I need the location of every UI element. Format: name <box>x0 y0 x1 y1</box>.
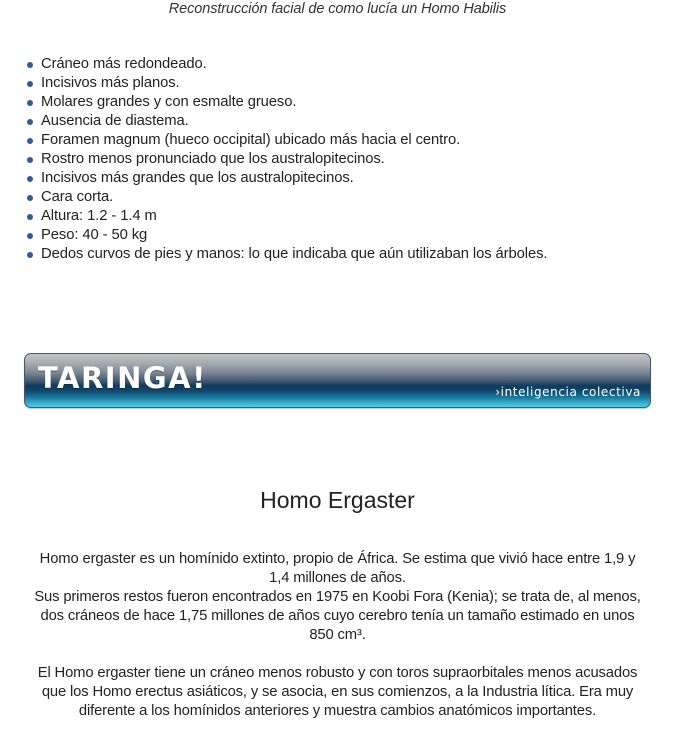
bullet-icon <box>27 119 33 125</box>
list-item <box>20 55 547 74</box>
banner-tagline: ›inteligencia colectiva <box>495 385 641 399</box>
list-item <box>20 93 547 112</box>
section-title: Homo Ergaster <box>260 487 415 513</box>
description-paragraph <box>10 664 665 721</box>
list-item-text: Dedos curvos de pies y manos: lo que indicaba que aún utilizaban los árboles. <box>41 246 548 262</box>
list-item-text: Foramen magnum (hueco occipital) ubicado más hacia el centro. <box>41 132 461 148</box>
paragraph-line: 1,4 millones de años. <box>269 570 406 586</box>
list-item-text: Peso: 40 - 50 kg <box>41 227 148 243</box>
taringa-banner <box>24 353 651 408</box>
bullet-icon <box>27 233 33 239</box>
list-item-text: Molares grandes y con esmalte grueso. <box>41 94 297 110</box>
paragraph-line: Sus primeros restos fueron encontrados en 1975 en Koobi Fora (Kenia); se trata de, al menos, <box>34 589 641 605</box>
list-item-text: Ausencia de diastema. <box>41 113 189 129</box>
paragraph-line: 850 cm³. <box>309 627 366 643</box>
bullet-icon <box>27 62 33 68</box>
list-item <box>20 131 547 150</box>
bullet-icon <box>27 157 33 163</box>
paragraph-line: Homo ergaster es un homínido extinto, propio de África. Se estima que vivió hace entre 1,9 y <box>39 551 636 567</box>
paragraph-line: El Homo ergaster tiene un cráneo menos robusto y con toros supraorbitales menos acusados <box>37 665 638 681</box>
bullet-icon <box>27 195 33 201</box>
list-item <box>20 74 547 93</box>
bullet-icon <box>27 81 33 87</box>
image-caption: Reconstrucción facial de como lucía un Homo Habilis <box>168 1 507 17</box>
list-item <box>20 150 547 169</box>
list-item-text: Cara corta. <box>41 189 114 205</box>
bullet-icon <box>27 252 33 258</box>
intro-paragraph <box>10 550 665 645</box>
list-item-text: Incisivos más grandes que los australopitecinos. <box>41 170 354 186</box>
paragraph-line: diferente a los homínidos anteriores y muestra cambios anatómicos importantes. <box>78 703 597 719</box>
list-item-text: Rostro menos pronunciado que los australopitecinos. <box>41 151 385 167</box>
bullet-icon <box>27 214 33 220</box>
taringa-logo: TARINGA! <box>38 361 207 395</box>
list-item <box>20 169 547 188</box>
paragraph-line: que los Homo erectus asiáticos, y se asocia, en sus comienzos, a la Industria lítica. Era muy <box>41 684 634 700</box>
list-item <box>20 226 547 245</box>
list-item <box>20 245 547 264</box>
list-item-text: Altura: 1.2 - 1.4 m <box>41 208 157 224</box>
list-item <box>20 188 547 207</box>
list-item <box>20 207 547 226</box>
bullet-icon <box>27 100 33 106</box>
list-item-text: Cráneo más redondeado. <box>41 56 207 72</box>
bullet-icon <box>27 176 33 182</box>
paragraph-line: dos cráneos de hace 1,75 millones de años cuyo cerebro tenía un tamaño estimado en unos <box>40 608 635 624</box>
list-item-text: Incisivos más planos. <box>41 75 180 91</box>
list-item <box>20 112 547 131</box>
bullet-icon <box>27 138 33 144</box>
homo-habilis-traits-list <box>20 55 547 264</box>
